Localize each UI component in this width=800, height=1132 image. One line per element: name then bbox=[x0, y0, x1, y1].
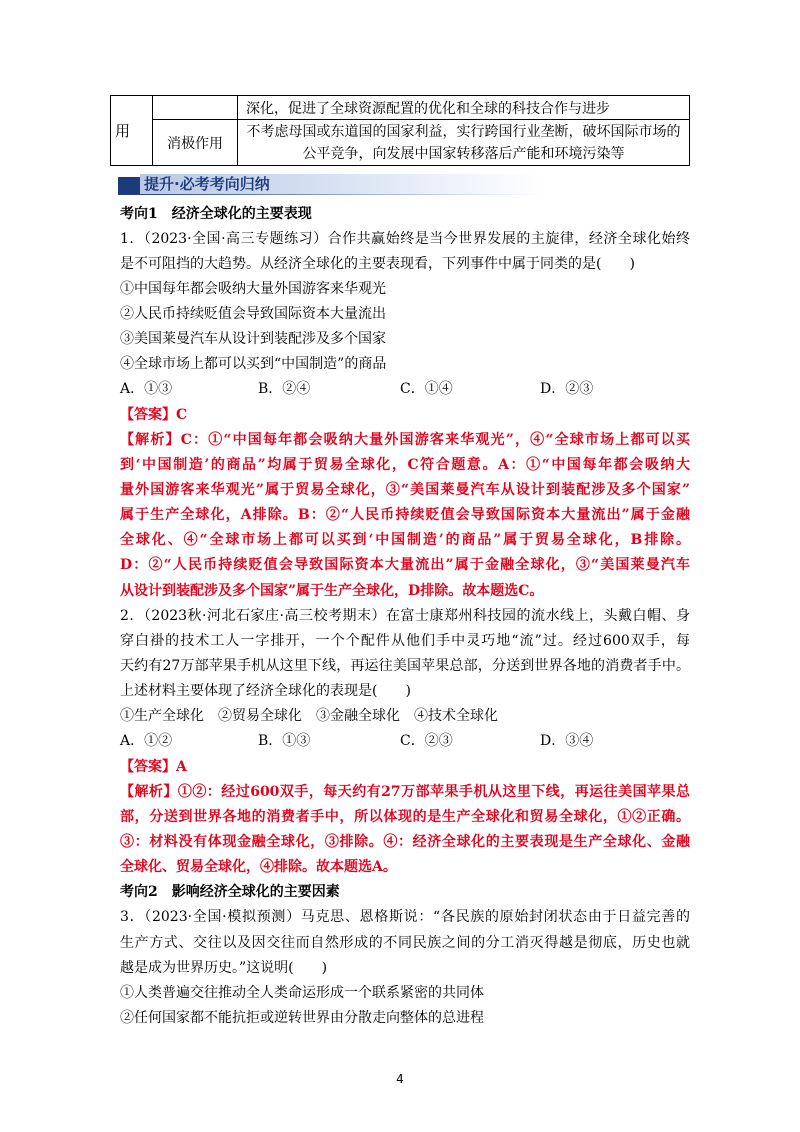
statement-items: ①生产全球化 ②贸易全球化 ③金融全球化 ④技术全球化 bbox=[120, 708, 498, 725]
answer-key: 【答案】C bbox=[120, 406, 188, 423]
analysis-line: 到‘中国制造’的商品”均属于贸易全球化，C符合题意。A：①“中国每年都会吸纳大 bbox=[120, 456, 690, 473]
option-a: A．①③ bbox=[120, 381, 173, 398]
topic-heading: 考向2 影响经济全球化的主要因素 bbox=[120, 884, 340, 901]
table-cell-line: 公平竞争，向发展中国家转移落后产能和环境污染等 bbox=[302, 145, 625, 162]
analysis-line: 全球化、贸易全球化，④排除。故本题选A。 bbox=[120, 859, 397, 876]
analysis-line: 属于生产全球化，A排除。B：②“人民币持续贬值会导致国际资本大量流出”属于金融 bbox=[120, 507, 690, 524]
statement-item: ④全球市场上都可以买到“中国制造”的商品 bbox=[120, 356, 387, 373]
question-stem-line: 是不可阻挡的大趋势。从经济全球化的主要表现看，下列事件中属于同类的是( ) bbox=[120, 255, 635, 272]
statement-item: ②人民币持续贬值会导致国际资本大量流出 bbox=[120, 306, 386, 323]
option-a: A．①② bbox=[120, 733, 173, 750]
table-row bbox=[111, 96, 690, 120]
comparison-table bbox=[110, 95, 690, 166]
option-c: C．②③ bbox=[400, 733, 453, 750]
table-empty-cell bbox=[153, 96, 238, 120]
question-stem-line: 生产方式、交往以及因交往而自然形成的不同民族之间的分工消灭得越是彻底，历史也就 bbox=[120, 934, 690, 951]
analysis-line: 全球化、④“全球市场上都可以买到‘中国制造’的商品”属于贸易全球化，B排除。 bbox=[120, 532, 690, 549]
analysis-line: 从设计到装配涉及多个国家”属于生产全球化，D排除。故本题选C。 bbox=[120, 582, 544, 599]
question-stem-line: 越是成为世界历史。”这说明( ) bbox=[120, 959, 328, 976]
question-stem-line: 3．（2023·全国·模拟预测）马克思、恩格斯说：“各民族的原始封闭状态由于日益完善的 bbox=[120, 909, 690, 926]
analysis-line: 量外国游客来华观光”属于贸易全球化，③“美国莱曼汽车从设计到装配涉及多个国家” bbox=[120, 482, 690, 499]
question-stem-line: 天约有27万部苹果手机从这里下线，再运往美国苹果总部，分送到世界各地的消费者手中。 bbox=[120, 658, 690, 675]
answer-options bbox=[120, 377, 690, 402]
table-cell-negative-effect bbox=[238, 120, 690, 166]
option-d: D．③④ bbox=[540, 733, 594, 750]
option-b: B．①③ bbox=[258, 733, 311, 750]
topic-heading: 考向1 经济全球化的主要表现 bbox=[120, 205, 312, 222]
analysis-line: 【解析】C：①“中国每年都会吸纳大量外国游客来华观光”，④“全球市场上都可以买 bbox=[120, 431, 690, 448]
analysis-line: 部，分送到世界各地的消费者手中，所以体现的是生产全球化和贸易全球化，①②正确。 bbox=[120, 808, 690, 825]
table-row-label: 用 bbox=[111, 96, 153, 166]
question-stem-line: 穿白褂的技术工人一字排开，一个个配件从他们手中灵巧地“流”过。经过600双手，每 bbox=[120, 632, 690, 649]
table-row bbox=[111, 120, 690, 166]
banner-block-decoration bbox=[118, 177, 140, 194]
page-number: 4 bbox=[396, 1072, 404, 1086]
document-body bbox=[120, 202, 690, 1032]
answer-options bbox=[120, 729, 690, 754]
statement-item: ①人类普遍交往推动全人类命运形成一个联系紧密的共同体 bbox=[120, 984, 484, 1001]
table-cell-positive-effect: 深化，促进了全球资源配置的优化和全球的科技合作与进步 bbox=[238, 96, 690, 120]
statement-item: ②任何国家都不能抗拒或逆转世界由分散走向整体的总进程 bbox=[120, 1010, 484, 1026]
analysis-line: D：②“人民币持续贬值会导致国际资本大量流出”属于金融全球化，③“美国莱曼汽车 bbox=[120, 557, 690, 574]
analysis-line: ③：材料没有体现金融全球化，③排除。④：经济全球化的主要表现是生产全球化、金融 bbox=[120, 834, 690, 851]
statement-item: ①中国每年都会吸纳大量外国游客来华观光 bbox=[120, 280, 386, 297]
question-stem-line: 2．（2023秋·河北石家庄·高三校考期末）在富士康郑州科技园的流水线上，头戴白帽、身 bbox=[120, 607, 690, 624]
banner-underline bbox=[118, 194, 543, 195]
table-cell-line: 不考虑母国或东道国的国家利益，实行跨国行业垄断，破坏国际市场的 bbox=[246, 123, 681, 140]
option-c: C．①④ bbox=[400, 381, 453, 398]
table-cell-negative-label: 消极作用 bbox=[153, 120, 238, 166]
question-stem-line: 1．（2023·全国·高三专题练习）合作共赢始终是当今世界发展的主旋律，经济全球化始终 bbox=[120, 230, 690, 247]
banner-title: 提升·必考考向归纳 bbox=[144, 175, 270, 193]
option-d: D．②③ bbox=[540, 381, 594, 398]
option-b: B．②④ bbox=[258, 381, 311, 398]
question-stem-line: 上述材料主要体现了经济全球化的表现是( ) bbox=[120, 683, 411, 700]
statement-item: ③美国莱曼汽车从设计到装配涉及多个国家 bbox=[120, 331, 386, 348]
section-banner bbox=[118, 174, 543, 195]
answer-key: 【答案】A bbox=[120, 758, 187, 775]
analysis-line: 【解析】①②：经过600双手，每天约有27万部苹果手机从这里下线，再运往美国苹果总 bbox=[120, 783, 690, 800]
